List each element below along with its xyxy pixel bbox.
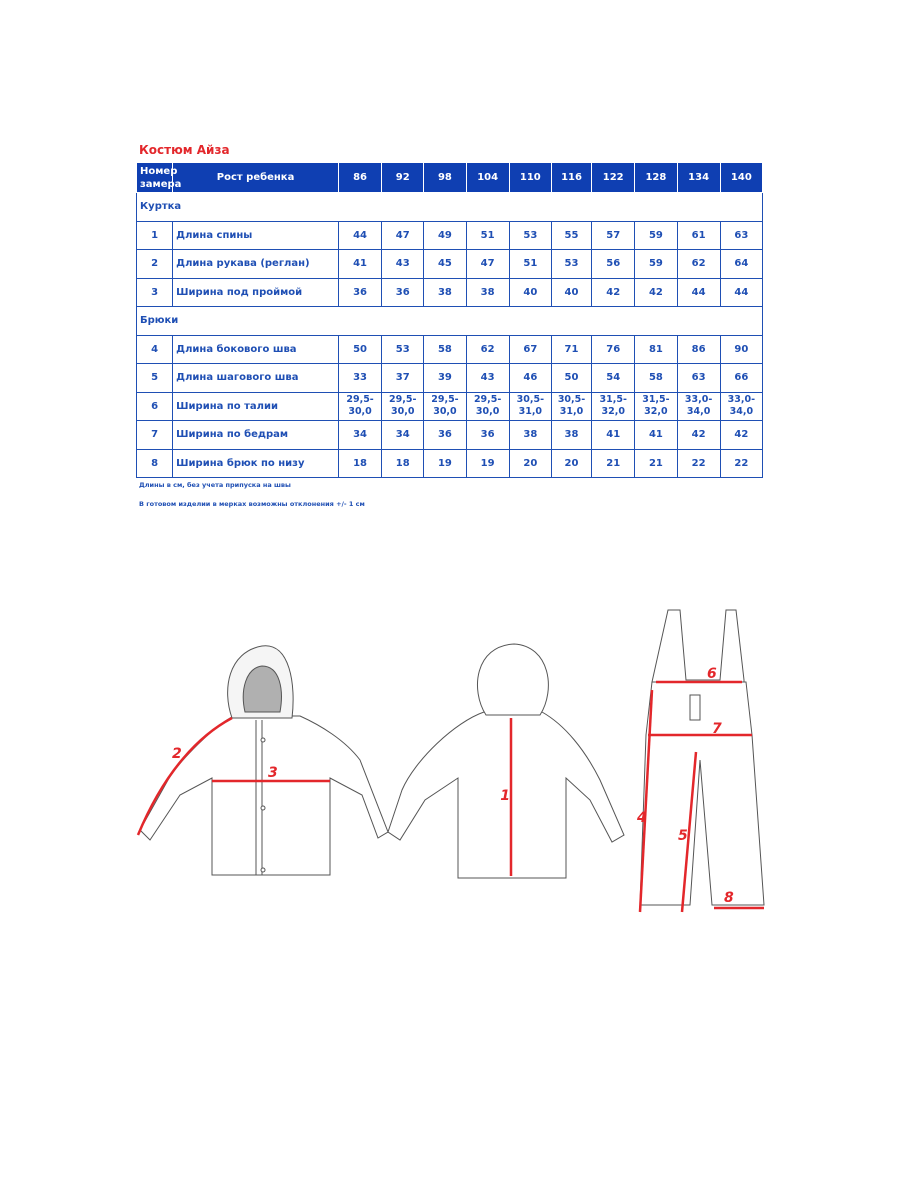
measure-value: 43: [382, 250, 424, 279]
measure-value: 50: [551, 364, 591, 393]
measure-value: 36: [424, 421, 466, 450]
measure-value: 38: [466, 278, 509, 307]
header-size: 134: [677, 163, 720, 193]
section-title: Куртка: [137, 193, 763, 222]
measure-value: 40: [509, 278, 551, 307]
header-size: 86: [338, 163, 381, 193]
measure-value: 59: [635, 221, 677, 250]
measure-value: 53: [551, 250, 591, 279]
measure-value: 44: [720, 278, 762, 307]
table-row: [137, 364, 763, 393]
measure-value: 29,5- 30,0: [338, 392, 381, 421]
measure-value: 36: [466, 421, 509, 450]
measure-value: 62: [677, 250, 720, 279]
measure-number: 1: [137, 221, 173, 250]
measure-value: 21: [592, 449, 635, 478]
measure-number: 3: [137, 278, 173, 307]
section-row: [137, 307, 763, 336]
section-title: Брюки: [137, 307, 763, 336]
measure-value: 30,5- 31,0: [509, 392, 551, 421]
measure-value: 36: [382, 278, 424, 307]
table-row: [137, 250, 763, 279]
label-7: 7: [712, 721, 722, 737]
measure-label: Ширина по талии: [173, 392, 339, 421]
size-table: [136, 162, 763, 478]
measure-value: 43: [466, 364, 509, 393]
measure-value: 54: [592, 364, 635, 393]
measure-value: 29,5- 30,0: [382, 392, 424, 421]
measure-value: 41: [635, 421, 677, 450]
measure-value: 59: [635, 250, 677, 279]
table-row: [137, 335, 763, 364]
measure-label: Длина рукава (реглан): [173, 250, 339, 279]
measure-value: 33: [338, 364, 381, 393]
measure-value: 19: [424, 449, 466, 478]
measure-value: 34: [382, 421, 424, 450]
header-size: 128: [635, 163, 677, 193]
measure-number: 6: [137, 392, 173, 421]
measure-value: 63: [720, 221, 762, 250]
measure-value: 49: [424, 221, 466, 250]
measure-value: 53: [382, 335, 424, 364]
measure-value: 18: [382, 449, 424, 478]
section-row: [137, 193, 763, 222]
note-deviation: В готовом изделии в мерках возможны отклонения +/- 1 см: [139, 500, 365, 508]
header-size: 140: [720, 163, 762, 193]
note-units: Длины в см, без учета припуска на швы: [139, 481, 291, 489]
measure-value: 45: [424, 250, 466, 279]
header-child-height: Рост ребенка: [173, 163, 339, 193]
measure-number: 4: [137, 335, 173, 364]
measure-value: 20: [509, 449, 551, 478]
measure-label: Ширина по бедрам: [173, 421, 339, 450]
measure-value: 42: [720, 421, 762, 450]
measure-value: 20: [551, 449, 591, 478]
measure-value: 44: [338, 221, 381, 250]
label-5: 5: [678, 828, 688, 844]
label-8: 8: [724, 890, 734, 906]
measure-value: 47: [466, 250, 509, 279]
measure-value: 29,5- 30,0: [424, 392, 466, 421]
measure-value: 63: [677, 364, 720, 393]
measure-value: 30,5- 31,0: [551, 392, 591, 421]
measure-value: 22: [677, 449, 720, 478]
measure-value: 53: [509, 221, 551, 250]
table-row: [137, 221, 763, 250]
label-3: 3: [268, 765, 278, 781]
label-6: 6: [707, 666, 717, 682]
measure-value: 58: [424, 335, 466, 364]
measure-value: 37: [382, 364, 424, 393]
measure-value: 31,5- 32,0: [592, 392, 635, 421]
measure-value: 55: [551, 221, 591, 250]
measure-value: 33,0- 34,0: [677, 392, 720, 421]
label-2: 2: [172, 746, 182, 762]
header-measure-number: Номер замера: [137, 163, 173, 193]
measure-value: 38: [509, 421, 551, 450]
measure-value: 38: [424, 278, 466, 307]
measure-value: 19: [466, 449, 509, 478]
measure-value: 58: [635, 364, 677, 393]
measurement-diagram: [0, 560, 900, 930]
measure-value: 42: [635, 278, 677, 307]
measure-value: 36: [338, 278, 381, 307]
measure-value: 56: [592, 250, 635, 279]
header-size: 92: [382, 163, 424, 193]
jacket-back-sketch: [388, 644, 624, 878]
measure-value: 76: [592, 335, 635, 364]
measure-value: 42: [677, 421, 720, 450]
measure-value: 38: [551, 421, 591, 450]
header-size: 122: [592, 163, 635, 193]
table-row: [137, 449, 763, 478]
label-4: 4: [637, 810, 647, 826]
measure-value: 66: [720, 364, 762, 393]
measure-value: 90: [720, 335, 762, 364]
measure-value: 81: [635, 335, 677, 364]
measure-value: 61: [677, 221, 720, 250]
measure-value: 67: [509, 335, 551, 364]
measure-number: 2: [137, 250, 173, 279]
pants-sketch: [640, 610, 764, 905]
measure-value: 64: [720, 250, 762, 279]
measure-value: 51: [509, 250, 551, 279]
table-row: [137, 392, 763, 421]
header-size: 116: [551, 163, 591, 193]
measure-value: 71: [551, 335, 591, 364]
measure-label: Ширина под проймой: [173, 278, 339, 307]
measure-value: 29,5- 30,0: [466, 392, 509, 421]
measure-number: 7: [137, 421, 173, 450]
table-header-row: [137, 163, 763, 193]
measure-label: Длина бокового шва: [173, 335, 339, 364]
measure-value: 41: [338, 250, 381, 279]
measure-label: Длина спины: [173, 221, 339, 250]
measure-label: Ширина брюк по низу: [173, 449, 339, 478]
measure-label: Длина шагового шва: [173, 364, 339, 393]
measure-value: 22: [720, 449, 762, 478]
page-title: Костюм Айза: [139, 143, 230, 157]
header-size: 98: [424, 163, 466, 193]
measure-value: 62: [466, 335, 509, 364]
measure-value: 33,0- 34,0: [720, 392, 762, 421]
measure-value: 57: [592, 221, 635, 250]
measure-value: 21: [635, 449, 677, 478]
measure-value: 31,5- 32,0: [635, 392, 677, 421]
measure-number: 5: [137, 364, 173, 393]
label-1: 1: [500, 788, 510, 804]
measure-value: 40: [551, 278, 591, 307]
measure-value: 39: [424, 364, 466, 393]
measure-value: 47: [382, 221, 424, 250]
table-row: [137, 421, 763, 450]
measure-value: 46: [509, 364, 551, 393]
measure-value: 34: [338, 421, 381, 450]
table-row: [137, 278, 763, 307]
measure-value: 86: [677, 335, 720, 364]
header-size: 104: [466, 163, 509, 193]
measure-number: 8: [137, 449, 173, 478]
measure-value: 42: [592, 278, 635, 307]
measure-value: 51: [466, 221, 509, 250]
measure-value: 44: [677, 278, 720, 307]
header-size: 110: [509, 163, 551, 193]
measure-value: 41: [592, 421, 635, 450]
measure-value: 18: [338, 449, 381, 478]
measure-value: 50: [338, 335, 381, 364]
